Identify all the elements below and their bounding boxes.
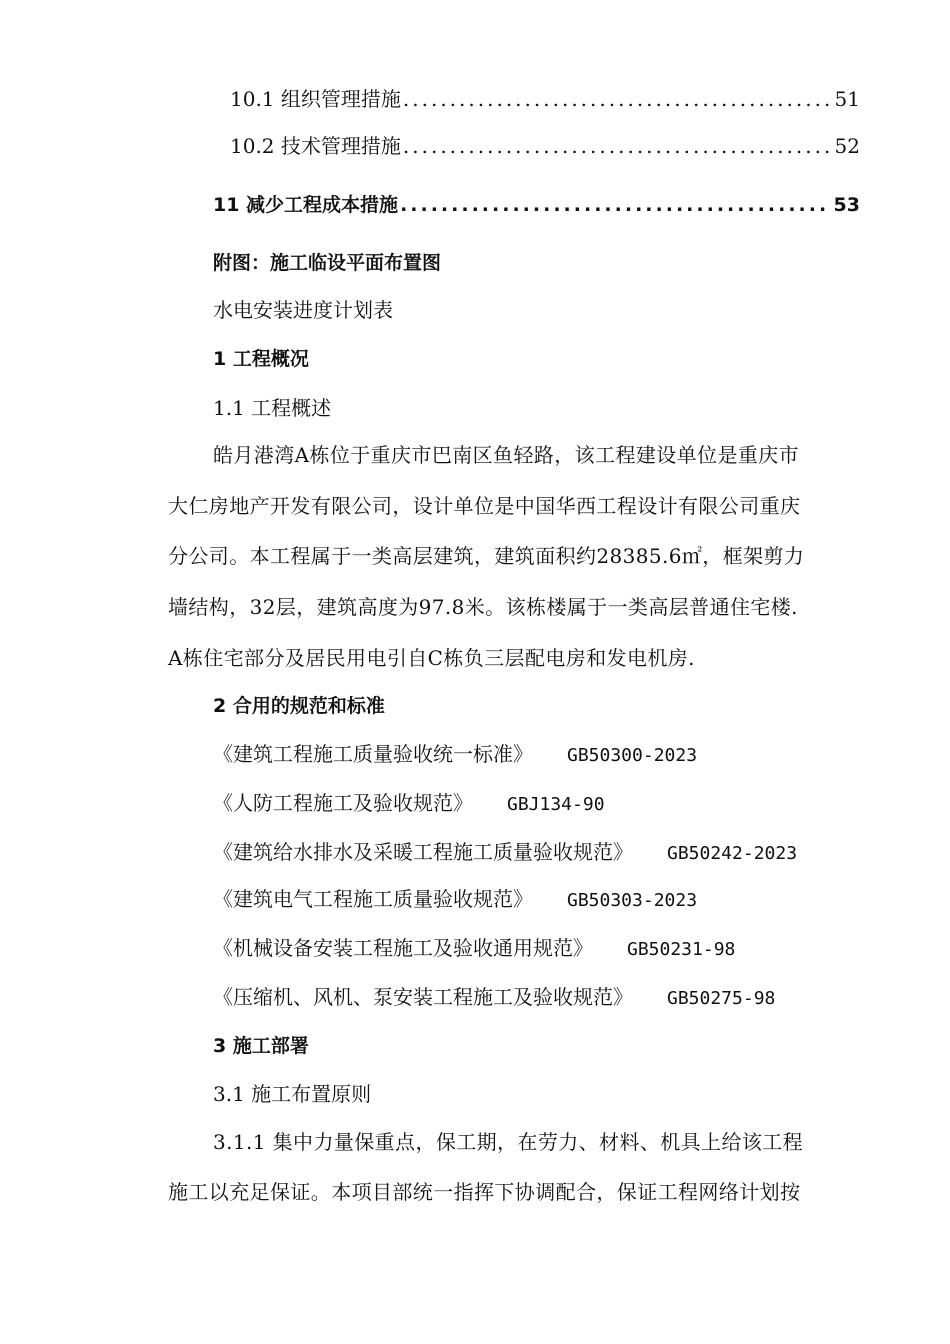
standard-item [213,886,697,914]
section-3-1-heading: 3.1 施工布置原则 [213,1082,372,1106]
toc-entry-10-2[interactable] [230,133,860,159]
toc-page-number: 53 [833,194,860,216]
standard-item [213,984,775,1012]
standard-name: 《压缩机、风机、泵安装工程施工及验收规范》 [213,985,633,1009]
standard-name: 《建筑给水排水及采暖工程施工质量验收规范》 [213,840,633,864]
toc-label: 10.2 技术管理措施 [230,134,401,158]
standard-code: GB50303-2023 [567,890,698,911]
section-1-paragraph-line: A栋住宅部分及居民用电引自C栋负三层配电房和发电机房. [168,646,695,670]
section-1-paragraph-line: 墙结构，32层，建筑高度为97.8米。该栋楼属于一类高层普通住宅楼. [168,595,798,619]
toc-page-number: 52 [834,134,860,158]
appendix-title: 附图：施工临设平面布置图 [213,252,442,274]
standard-name: 《建筑电气工程施工质量验收规范》 [213,887,533,911]
standard-name: 《机械设备安装工程施工及验收通用规范》 [213,936,593,960]
toc-leader-dots [403,133,831,159]
standard-item [213,935,735,963]
standard-code: GB50242-2023 [667,843,798,864]
standard-item [213,741,697,769]
standard-item [213,839,797,867]
standard-name: 《建筑工程施工质量验收统一标准》 [213,742,533,766]
appendix-subtitle: 水电安装进度计划表 [213,298,393,322]
section-2-heading: 2 合用的规范和标准 [213,695,385,717]
section-1-paragraph-line: 皓月港湾A栋位于重庆市巴南区鱼轻路，该工程建设单位是重庆市 [213,443,800,467]
section-1-paragraph-line: 大仁房地产开发有限公司，设计单位是中国华西工程设计有限公司重庆 [168,494,801,518]
standard-name: 《人防工程施工及验收规范》 [213,791,473,815]
standard-code: GB50300-2023 [567,745,698,766]
standard-item [213,790,605,818]
section-1-1-heading: 1.1 工程概述 [213,396,332,420]
standard-code: GB50231-98 [627,939,736,960]
toc-label: 11 减少工程成本措施 [213,194,399,216]
toc-label: 10.1 组织管理措施 [230,87,401,111]
section-3-heading: 3 施工部署 [213,1035,309,1057]
standard-code: GB50275-98 [667,988,776,1009]
toc-entry-11[interactable] [213,192,860,218]
toc-page-number: 51 [834,87,860,111]
toc-leader-dots [400,192,829,218]
toc-leader-dots [403,86,831,112]
standard-code: GBJ134-90 [507,794,605,815]
section-1-paragraph-line: 分公司。本工程属于一类高层建筑，建筑面积约28385.6㎡，框架剪力 [168,544,805,568]
section-1-heading: 1 工程概况 [213,348,309,370]
section-3-paragraph-line: 施工以充足保证。本项目部统一指挥下协调配合，保证工程网络计划按 [168,1180,801,1204]
toc-entry-10-1[interactable] [230,86,860,112]
section-3-paragraph-line: 3.1.1 集中力量保重点，保工期，在劳力、材料、机具上给该工程 [213,1130,804,1154]
